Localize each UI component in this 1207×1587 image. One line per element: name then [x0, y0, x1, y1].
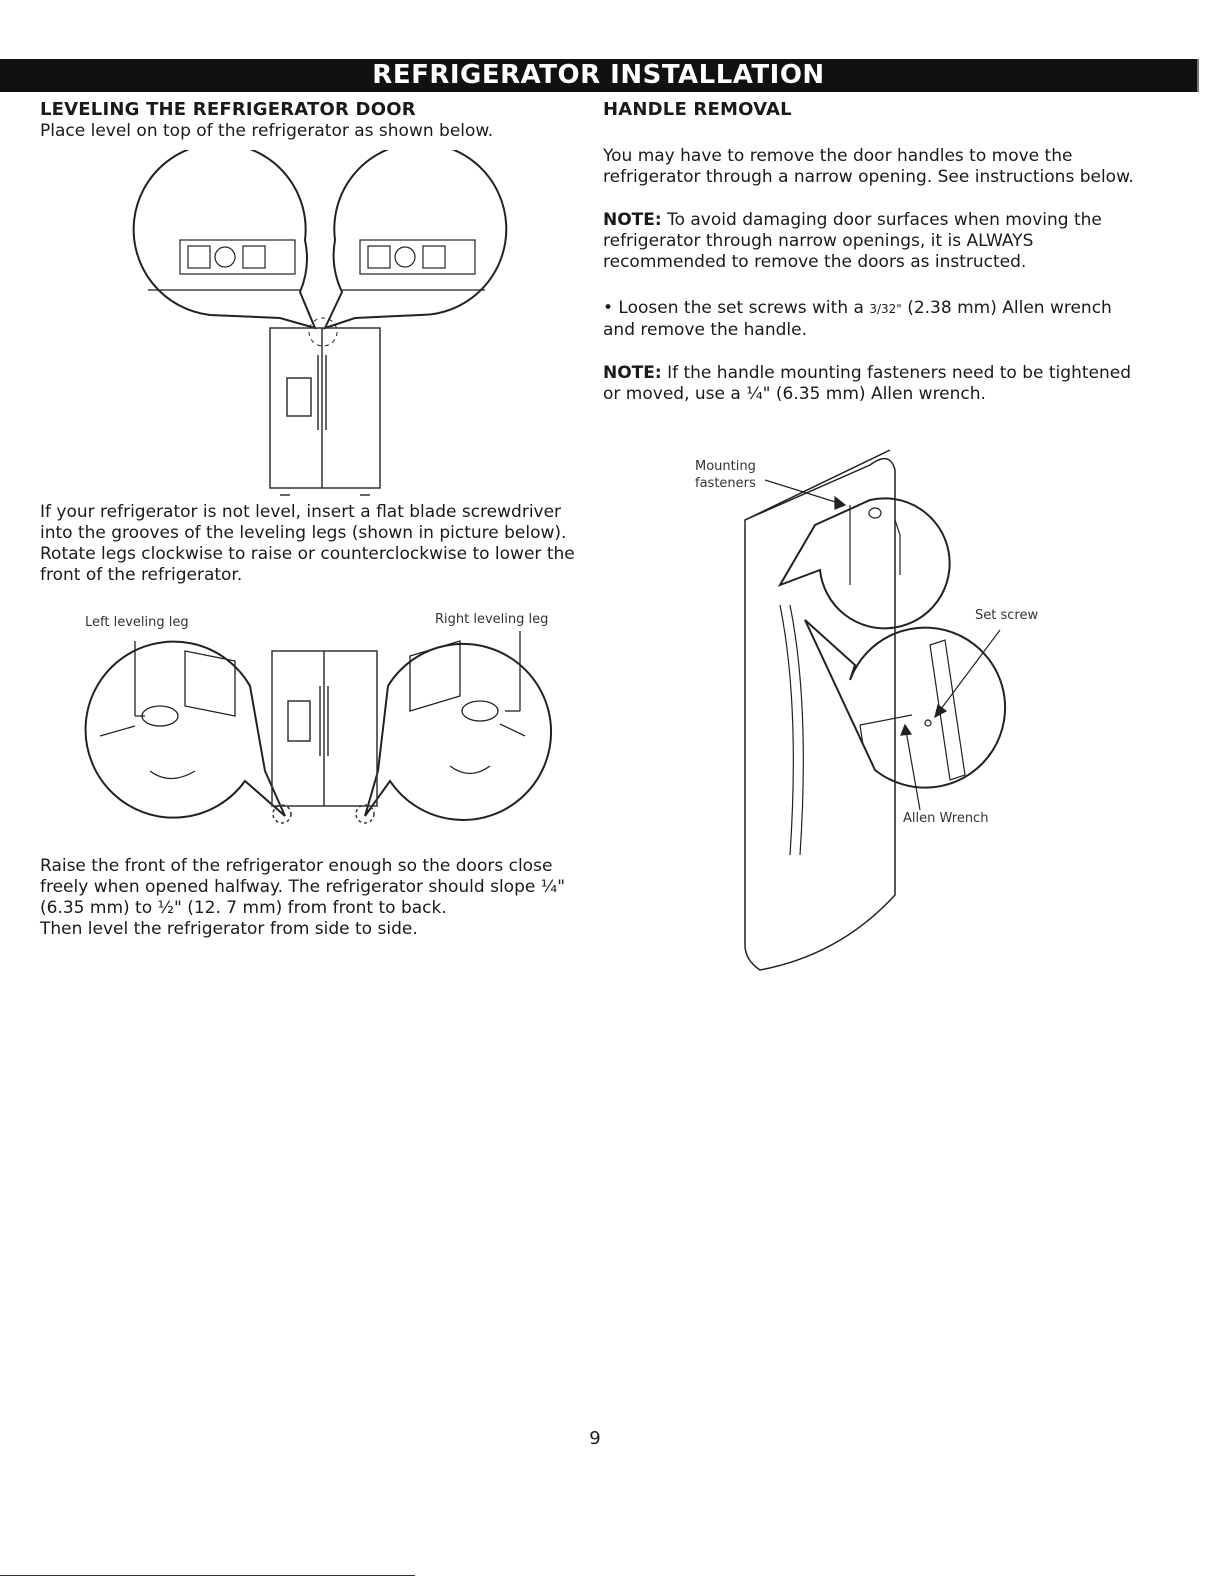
page-banner — [0, 59, 1197, 92]
mounting-label-line2: fasteners — [695, 476, 756, 491]
door-panel — [745, 450, 895, 970]
fastener-detail — [850, 505, 900, 585]
leveling-section-heading-block — [40, 99, 600, 142]
right-leg-callout-bubble — [365, 644, 551, 820]
slope-frac-2: ½" — [157, 898, 182, 918]
note2-label: NOTE: — [603, 363, 662, 383]
set-screw-detail — [860, 640, 965, 780]
left-callout-bubble — [134, 150, 315, 328]
leveling-intro: Place level on top of the refrigerator as shown below. — [40, 121, 494, 141]
right-callout-bubble — [325, 150, 506, 328]
slope-paragraph — [40, 856, 600, 919]
right-bubble-level — [342, 240, 485, 290]
door-handle — [780, 605, 803, 855]
banner-edge — [1197, 59, 1199, 92]
bullet-paragraph — [603, 298, 1148, 341]
left-bubble-level — [148, 240, 300, 290]
leveling-paragraph — [40, 502, 595, 586]
handle-para1: You may have to remove the door handles to move the refrigerator through a narrow opening. See instructions below. — [603, 146, 1134, 187]
left-leg-label: Left leveling leg — [85, 615, 189, 630]
note1-block — [603, 210, 1103, 273]
mounting-label-line1: Mounting — [695, 459, 756, 474]
note2-block — [603, 363, 1148, 405]
set-screw-callout-bubble — [805, 620, 1005, 788]
bullet-text-b: (2.38 mm) Allen wrench and remove the handle. — [603, 298, 1112, 340]
callout-arrows — [765, 480, 1000, 810]
slope-text-b: (6.35 mm) to — [40, 898, 158, 918]
fastener-callout-bubble — [780, 498, 950, 628]
slope-text-c: (12. 7 mm) from front to back. — [181, 898, 447, 918]
set-screw-label: Set screw — [975, 608, 1039, 623]
footer-rule — [0, 1575, 415, 1576]
side-to-side-paragraph: Then level the refrigerator from side to side. — [40, 919, 418, 939]
banner-title: REFRIGERATOR INSTALLATION — [372, 60, 825, 90]
note1-text: To avoid damaging door surfaces when moving the refrigerator through narrow openings, it is ALWAYS recommended to remove the doors as instructed. — [603, 210, 1102, 272]
slope-paragraph-block — [40, 856, 600, 940]
slope-frac-1: ¼" — [540, 877, 566, 897]
fridge-front-legs — [272, 651, 377, 823]
handle-removal-illustration — [690, 425, 1110, 985]
note2-fraction: ¼" — [746, 384, 771, 404]
allen-wrench-label: Allen Wrench — [903, 811, 989, 826]
handle-removal-block — [603, 99, 1148, 121]
handle-removal-heading: HANDLE REMOVAL — [603, 99, 792, 120]
leveling-heading: LEVELING THE REFRIGERATOR DOOR — [40, 99, 416, 120]
bullet-fraction: 3/32" — [869, 302, 902, 316]
bullet-text-a: • Loosen the set screws with a — [603, 298, 870, 318]
level-on-top-illustration — [130, 150, 510, 500]
note2-text-a: If the handle mounting fasteners need to be tightened or moved, use a — [603, 363, 1131, 404]
slope-text-a: Raise the front of the refrigerator enough so the doors close freely when opened halfway. The refrigerator should slope — [40, 856, 553, 897]
note1-label: NOTE: — [603, 210, 662, 230]
note1-paragraph — [603, 210, 1103, 273]
fridge-front-small — [270, 328, 380, 495]
bullet-block — [603, 298, 1148, 341]
left-leg-detail — [100, 641, 235, 779]
right-leg-label: Right leveling leg — [435, 612, 549, 627]
note2-paragraph — [603, 363, 1148, 405]
leveling-para1: If your refrigerator is not level, insert a flat blade screwdriver into the grooves of the leveling legs (shown in picture below). Rotate legs clockwise to raise or counterclockwise to lower the front of the refrigerator. — [40, 502, 575, 585]
leveling-legs-illustration — [60, 606, 605, 836]
note2-text-b: (6.35 mm) Allen wrench. — [770, 384, 986, 404]
page-number: 9 — [589, 1428, 601, 1449]
handle-para-block — [603, 146, 1148, 188]
